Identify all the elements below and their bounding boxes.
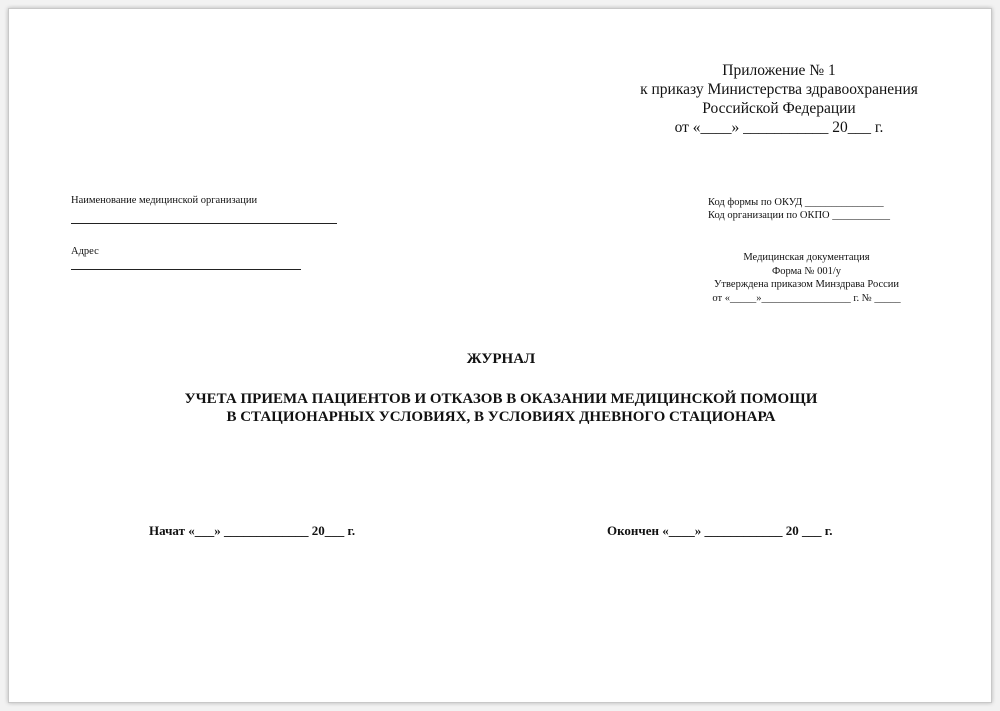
form-codes bbox=[708, 196, 890, 222]
appendix-number: Приложение № 1 bbox=[722, 62, 836, 79]
meddoc-label: Медицинская документация bbox=[743, 252, 870, 263]
organization-block bbox=[71, 195, 337, 270]
okpo-code: Код организации по ОКПО ___________ bbox=[708, 210, 891, 221]
journal-subtitle bbox=[9, 390, 993, 426]
appendix-order: к приказу Министерства здравоохранения bbox=[640, 81, 918, 98]
appendix-date: от «____» ___________ 20___ г. bbox=[674, 119, 884, 136]
appendix-header bbox=[569, 61, 989, 137]
okud-code: Код формы по ОКУД _______________ bbox=[708, 197, 884, 208]
date-finished: Окончен «____» ____________ 20 ___ г. bbox=[607, 523, 833, 538]
address-line bbox=[71, 269, 301, 270]
org-name-label: Наименование медицинской организации bbox=[71, 195, 258, 206]
approval-date: от «_____»_________________ г. № _____ bbox=[712, 292, 901, 304]
appendix-federation: Российской Федерации bbox=[702, 100, 856, 117]
journal-subtitle-line1: УЧЕТА ПРИЕМА ПАЦИЕНТОВ И ОТКАЗОВ В ОКАЗАНИИ МЕДИЦИНСКОЙ ПОМОЩИ bbox=[184, 391, 818, 407]
document-page bbox=[8, 8, 992, 703]
date-started: Начат «___» _____________ 20___ г. bbox=[149, 523, 356, 538]
journal-subtitle-line2: В СТАЦИОНАРНЫХ УСЛОВИЯХ, В УСЛОВИЯХ ДНЕВНОГО СТАЦИОНАРА bbox=[226, 409, 776, 425]
org-name-line bbox=[71, 223, 337, 224]
medical-documentation-block bbox=[669, 251, 944, 305]
address-label: Адрес bbox=[71, 246, 99, 257]
journal-title: ЖУРНАЛ bbox=[466, 351, 536, 367]
approval-note: Утверждена приказом Минздрава России bbox=[713, 279, 900, 290]
form-number: Форма № 001/у bbox=[771, 265, 842, 277]
